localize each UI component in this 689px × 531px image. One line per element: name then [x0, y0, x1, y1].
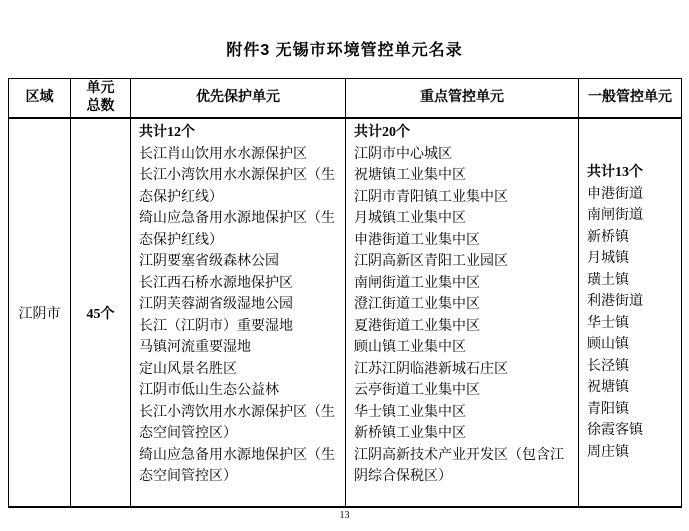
priority-unit-item: 绮山应急备用水源地保护区（生态空间管控区） [139, 447, 335, 484]
key-unit-item: 江阴市中心城区 [354, 146, 452, 162]
key-unit-item: 月城镇工业集中区 [354, 211, 466, 226]
key-unit-item: 华士镇工业集中区 [354, 404, 466, 420]
key-unit-item: 南闸街道工业集中区 [354, 275, 480, 291]
unit-total-value: 45个 [86, 306, 115, 322]
header-priority-units [131, 79, 346, 119]
general-unit-item: 南闸街道 [587, 208, 643, 223]
cell-unit-total [71, 119, 131, 506]
page-title: 附件3 无锡市环境管控单元名录 [226, 42, 463, 59]
priority-unit-item: 长江（江阴市）重要湿地 [139, 318, 293, 334]
control-units-table [8, 78, 682, 508]
general-unit-item: 新桥镇 [587, 229, 629, 245]
key-unit-item: 江苏江阴临港新城石庄区 [354, 361, 508, 377]
key-unit-item: 江阴高新技术产业开发区（包含江阴综合保税区） [354, 447, 564, 484]
priority-unit-item: 江阴市低山生态公益林 [139, 383, 279, 398]
priority-unit-item: 绮山应急备用水源地保护区（生态保护红线） [139, 211, 335, 248]
general-unit-item: 申港街道 [587, 186, 643, 202]
cell-general-units [579, 119, 681, 506]
priority-unit-item: 定山风景名胜区 [139, 361, 237, 377]
header-unit-total-label: 单元总数 [86, 81, 115, 114]
header-key-units [346, 79, 579, 119]
key-unit-item: 祝塘镇工业集中区 [354, 168, 466, 183]
header-region [9, 79, 71, 119]
key-unit-item: 澄江街道工业集中区 [354, 297, 480, 312]
general-unit-item: 长泾镇 [587, 358, 629, 374]
header-region-label: 区域 [25, 90, 54, 105]
priority-unit-item: 江阴芙蓉湖省级湿地公园 [139, 297, 293, 312]
general-unit-item: 顾山镇 [587, 337, 629, 352]
header-priority-units-label: 优先保护单元 [196, 90, 280, 105]
general-unit-item: 璜土镇 [587, 272, 629, 288]
header-general-units [579, 79, 681, 119]
key-unit-item: 云亭街道工业集中区 [354, 383, 480, 398]
region-value: 江阴市 [18, 306, 61, 322]
header-general-units-label: 一般管控单元 [588, 90, 672, 105]
priority-unit-item: 长江小湾饮用水水源保护区（生态保护红线） [139, 168, 335, 205]
cell-key-units [346, 119, 579, 506]
key-unit-item: 江阴市青阳镇工业集中区 [354, 189, 508, 205]
general-total: 共计13个 [587, 165, 643, 180]
general-unit-item: 周庄镇 [587, 444, 629, 460]
key-unit-item: 夏港街道工业集中区 [354, 318, 480, 334]
key-unit-item: 新桥镇工业集中区 [354, 426, 466, 441]
priority-unit-item: 长江小湾饮用水水源保护区（生态空间管控区） [139, 404, 335, 441]
general-unit-item: 青阳镇 [587, 401, 629, 417]
general-unit-item: 月城镇 [587, 251, 629, 266]
key-unit-item: 江阴高新区青阳工业园区 [354, 254, 508, 269]
cell-region [9, 119, 71, 506]
priority-unit-item: 马镇河流重要湿地 [139, 340, 251, 355]
general-unit-item: 利港街道 [587, 294, 643, 309]
key-unit-item: 申港街道工业集中区 [354, 232, 480, 248]
priority-unit-item: 长江西石桥水源地保护区 [139, 275, 293, 291]
cell-priority-units [131, 119, 346, 506]
page-number: 13 [339, 510, 350, 521]
general-unit-item: 祝塘镇 [587, 380, 629, 395]
key-unit-item: 顾山镇工业集中区 [354, 340, 466, 355]
priority-unit-item: 江阴要塞省级森林公园 [139, 254, 279, 269]
key-total: 共计20个 [354, 125, 410, 140]
priority-total: 共计12个 [139, 125, 195, 140]
header-unit-total [71, 79, 131, 119]
general-unit-item: 华士镇 [587, 315, 629, 331]
header-key-units-label: 重点管控单元 [420, 90, 504, 105]
priority-unit-item: 长江肖山饮用水水源保护区 [139, 146, 307, 162]
general-unit-item: 徐霞客镇 [587, 423, 643, 438]
